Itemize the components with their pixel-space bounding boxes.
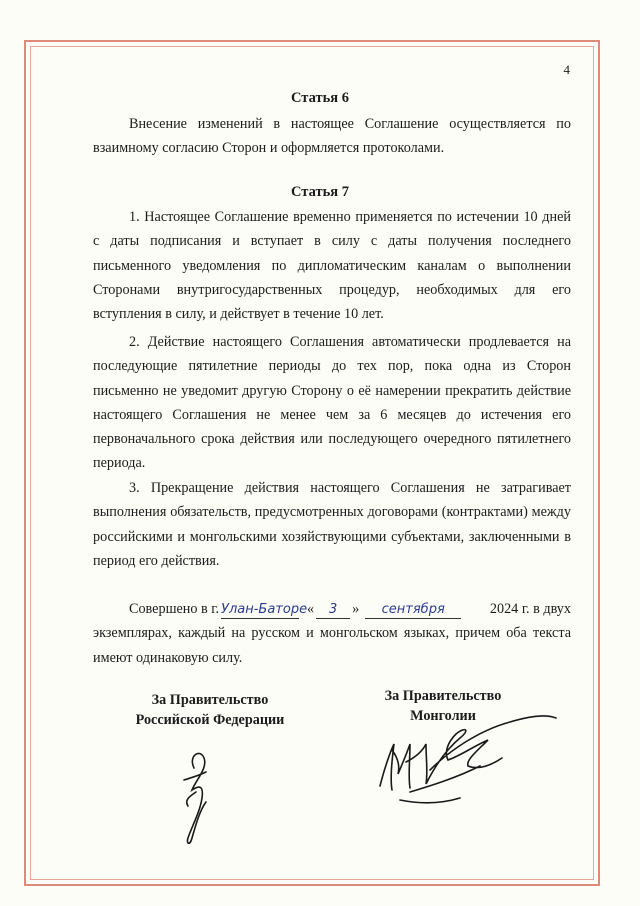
handwritten-city: Улан-Баторе	[221, 602, 308, 617]
quote-open: «	[307, 601, 315, 617]
closing-rest: экземплярах, каждый на русском и монгольском языках, причем оба текста имеют одинаковую силу.	[93, 625, 571, 666]
article-7-paragraph-2: 2. Действие настоящего Соглашения автоматически продлевается на последующие пятилетние периоды до тех пор, пока одна из Сторон письменно не уведомит другую Сторону о её намерении прекратить действие настоящего Соглашения не менее чем за 6 месяцев до истечения его первоначального срока действия или последующего очередного пятилетнего периода.	[93, 334, 571, 472]
article-7-paragraph-3: 3. Прекращение действия настоящего Соглашения не затрагивает выполнения обязательств, предусмотренных договорами (контрактами) между российскими и монгольскими хозяйствующими субъектами, заключенными в период его действия.	[93, 480, 571, 569]
signatory-mongolia-line2: Монголии	[410, 708, 476, 724]
page-number: 4	[563, 62, 570, 77]
signature-russia	[170, 740, 230, 850]
signatory-mongolia-line1: За Правительство	[384, 688, 502, 704]
handwritten-day: 3	[316, 602, 350, 619]
signatory-russia-line2: Российской Федерации	[135, 712, 285, 728]
signatory-russia	[120, 690, 300, 730]
article-7-paragraph-1: 1. Настоящее Соглашение временно применяется по истечении 10 дней с даты подписания и вступает в силу с даты получения последнего письменного уведомления по дипломатическим каналам о выполнении Сторонами внутригосударственных процедур, необходимых для его вступления в силу, и действует в течение 10 лет.	[93, 209, 571, 323]
quote-close: »	[352, 601, 360, 617]
handwritten-month: сентября	[365, 602, 461, 619]
article-7-heading: Статья 7	[291, 184, 349, 200]
closing-clause	[93, 597, 571, 670]
article-6-heading: Статья 6	[291, 90, 349, 106]
closing-year: 2024 г. в двух	[489, 601, 571, 617]
article-6-text: Внесение изменений в настоящее Соглашение осуществляется по взаимному согласию Сторон и оформляется протоколами.	[93, 116, 571, 157]
signature-mongolia	[370, 700, 570, 830]
closing-prefix: Совершено в г.	[129, 601, 220, 617]
signatory-russia-line1: За Правительство	[151, 692, 269, 708]
